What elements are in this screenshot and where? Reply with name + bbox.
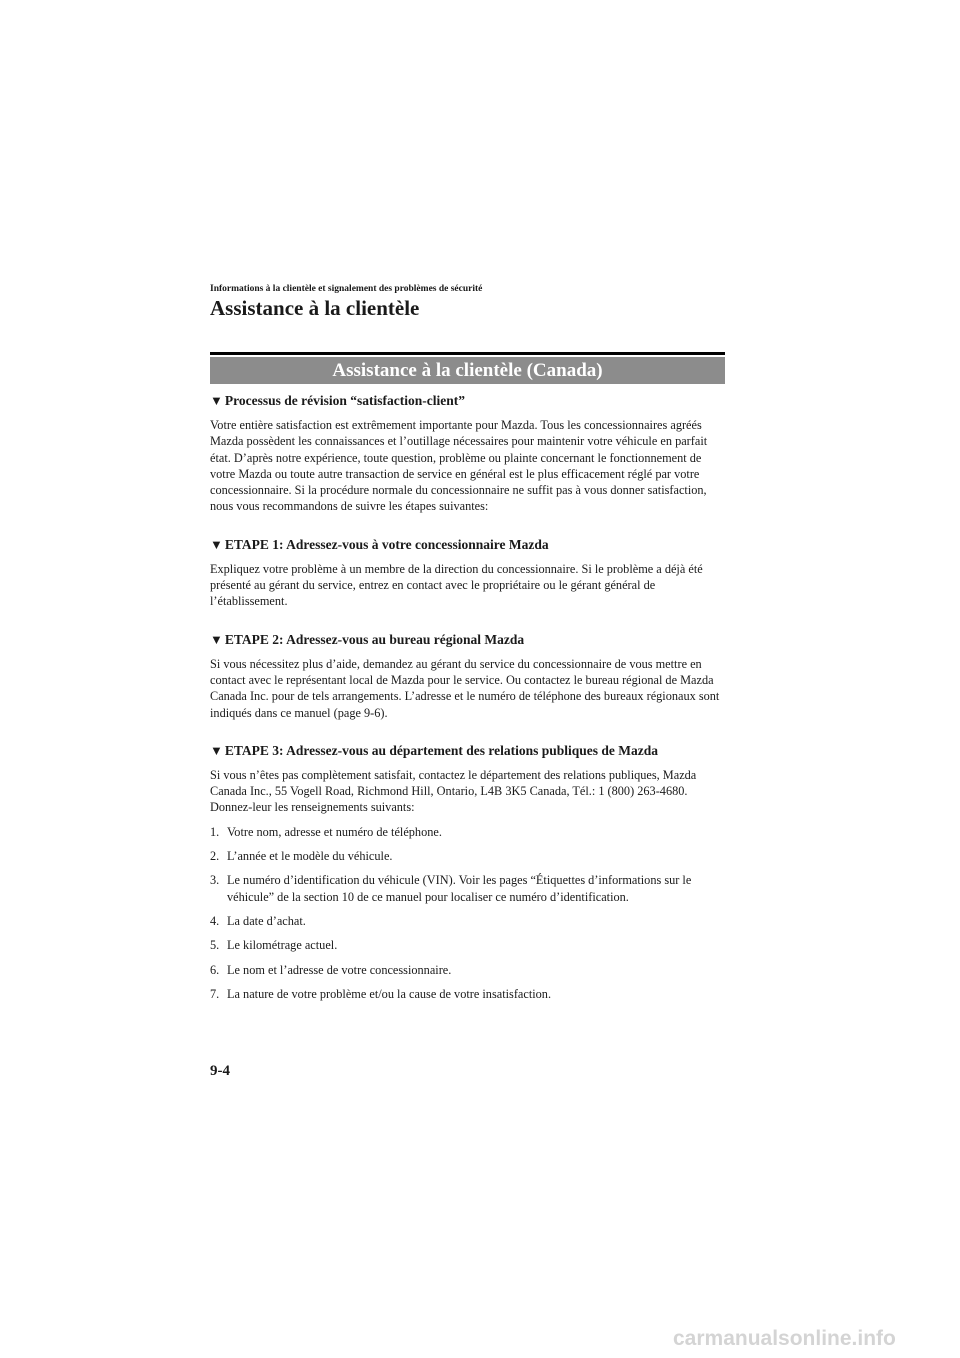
header-rule	[210, 352, 725, 355]
intro-heading-text: Processus de révision “satisfaction-client”	[224, 393, 465, 408]
step2-heading-text: ETAPE 2: Adressez-vous au bureau régional Mazda	[224, 631, 525, 647]
step1-heading	[210, 537, 725, 553]
list-item: 6. Le nom et l’adresse de votre concessionnaire.	[210, 962, 452, 977]
step3-paragraph: Si vous n’êtes pas complètement satisfait, contactez le département des relations publiques, Mazda Canada Inc., 55 Vogell Road, Richmond Hill, Ontario, L4B 3K5 Canada, Tél.: 1 (800) 263-4680.	[210, 767, 697, 799]
intro-heading	[210, 393, 725, 409]
content-flow	[210, 393, 725, 1002]
list-item: 7. La nature de votre problème et/ou la cause de votre insatisfaction.	[210, 986, 552, 1001]
step2-paragraph: Si vous nécessitez plus d’aide, demandez au gérant du service du concessionnaire de vous mettre en contact avec le représentant local de Mazda pour le service. Ou contactez le bureau régional de Mazda Canada Inc. pour de tels arrangements. L’adresse et le numéro de téléphone des bureaux régionaux sont indiqués dans ce manuel (page 9-6).	[210, 656, 720, 720]
step3-heading	[210, 743, 725, 759]
section-kicker: Informations à la clientèle et signalement des problèmes de sécurité	[210, 284, 483, 294]
list-item: 1. Votre nom, adresse et numéro de téléphone.	[210, 824, 442, 839]
watermark-link[interactable]: carmanualsonline.info	[673, 1327, 896, 1350]
list-item: 3. Le numéro d’identification du véhicule (VIN). Voir les pages “Étiquettes d’informations sur le véhicule” de la section 10 de ce manuel pour localiser ce numéro d’identification.	[210, 873, 692, 904]
triangle-down-icon: ▼	[210, 742, 223, 758]
chapter-title: Assistance à la clientèle	[210, 296, 420, 320]
list-item: 2. L’année et le modèle du véhicule.	[210, 849, 393, 864]
info-list	[210, 824, 725, 1002]
step3-heading-text: ETAPE 3: Adressez-vous au département des relations publiques de Mazda	[224, 742, 659, 758]
triangle-down-icon: ▼	[210, 536, 223, 552]
step3-paragraph-2: Donnez-leur les renseignements suivants:	[210, 800, 415, 815]
triangle-down-icon: ▼	[210, 631, 223, 647]
list-item: 4. La date d’achat.	[210, 913, 306, 928]
step1-heading-text: ETAPE 1: Adressez-vous à votre concessionnaire Mazda	[224, 536, 549, 552]
triangle-down-icon: ▼	[210, 393, 223, 408]
section-banner: Assistance à la clientèle (Canada)	[210, 357, 725, 384]
step1-paragraph: Expliquez votre problème à un membre de la direction du concessionnaire. Si le problème a déjà été présenté au gérant du service, entrez en contact avec le propriétaire ou le gérant général de l’établissement.	[210, 561, 703, 609]
list-item: 5. Le kilométrage actuel.	[210, 938, 338, 953]
intro-paragraph: Votre entière satisfaction est extrêmement importante pour Mazda. Tous les concessionnaires agréés Mazda possèdent les connaissances et l’outillage nécessaires pour maintenir votre véhicule en parfait état. D’après notre expérience, toute question, problème ou plainte concernant le fonctionnement de votre Mazda ou toute autre transaction de service en général est le plus efficacement réglé par votre concessionnaire. Si la procédure normale du concessionnaire ne suffit pas à vous donner satisfaction, nous vous recommandons de suivre les étapes suivantes:	[210, 418, 708, 514]
page-number: 9-4	[210, 1063, 230, 1079]
step2-heading	[210, 632, 725, 648]
